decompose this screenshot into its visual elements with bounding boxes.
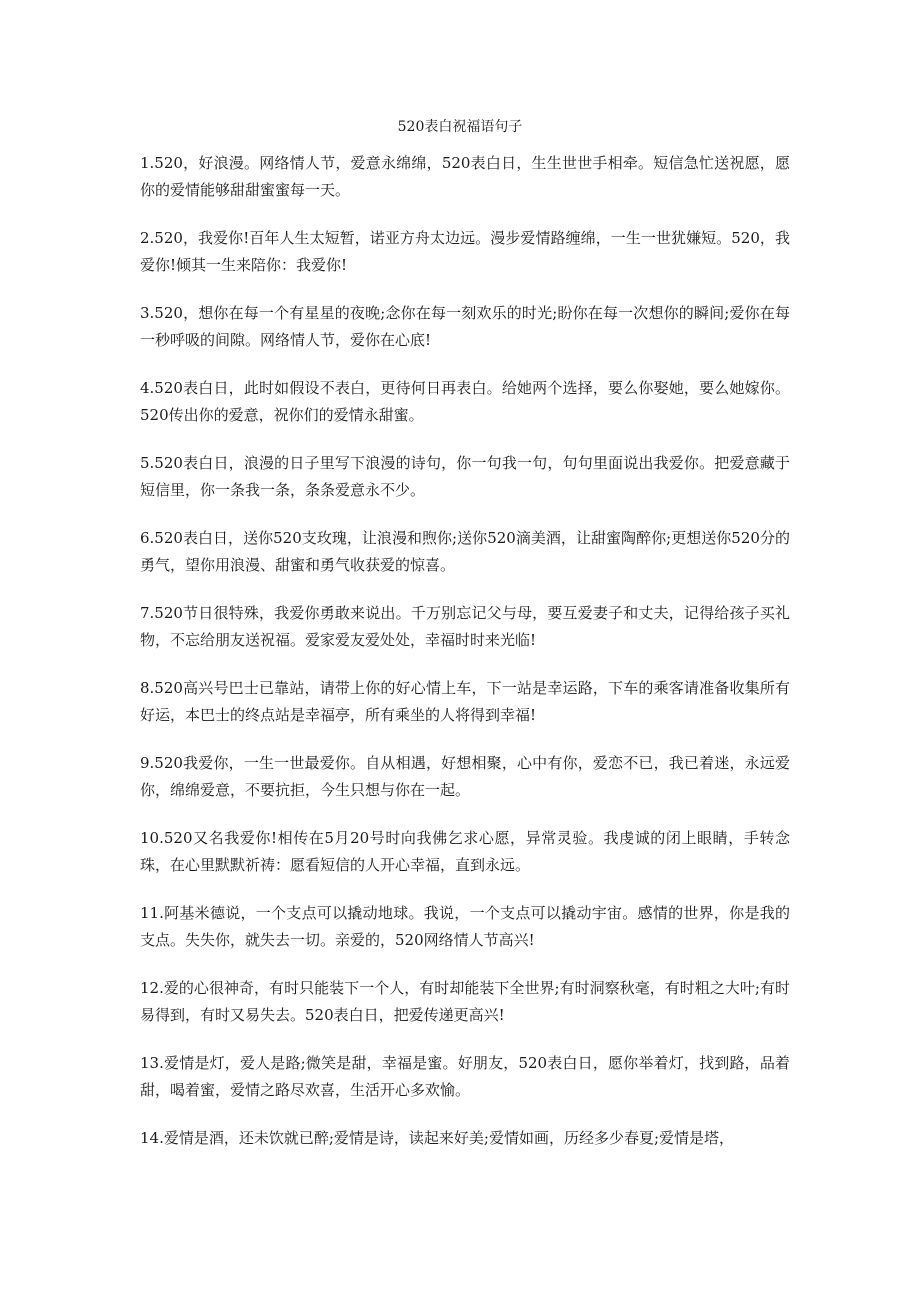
- paragraph: 1.520，好浪漫。网络情人节，爱意永绵绵，520表白日，生生世世手相牵。短信急忙送祝愿，愿你的爱情能够甜甜蜜蜜每一天。: [140, 154, 790, 199]
- document-title: 520表白祝福语句子: [397, 119, 523, 135]
- paragraph: 13.爱情是灯，爱人是路;微笑是甜，幸福是蜜。好朋友，520表白日，愿你举着灯，找到路，品着甜，喝着蜜，爱情之路尽欢喜，生活开心多欢愉。: [140, 1054, 790, 1099]
- paragraph: 11.阿基米德说，一个支点可以撬动地球。我说，一个支点可以撬动宇宙。感情的世界，你是我的支点。失失你，就失去一切。亲爱的，520网络情人节高兴!: [140, 904, 790, 949]
- paragraph: 7.520节日很特殊，我爱你勇敢来说出。千万别忘记父与母，要互爱妻子和丈夫，记得给孩子买礼物，不忘给朋友送祝福。爱家爱友爱处处，幸福时时来光临!: [140, 604, 790, 649]
- paragraph: 9.520我爱你，一生一世最爱你。自从相遇，好想相聚，心中有你，爱恋不已，我已着迷，永远爱你，绵绵爱意，不要抗拒，今生只想与你在一起。: [140, 754, 790, 799]
- paragraph: 10.520又名我爱你!相传在5月20号时向我佛乞求心愿，异常灵验。我虔诚的闭上眼睛，手转念珠，在心里默默祈祷：愿看短信的人开心幸福，直到永远。: [140, 829, 790, 874]
- paragraph: 3.520，想你在每一个有星星的夜晚;念你在每一刻欢乐的时光;盼你在每一次想你的瞬间;爱你在每一秒呼吸的间隙。网络情人节，爱你在心底!: [140, 304, 790, 349]
- paragraph: 4.520表白日，此时如假设不表白，更待何日再表白。给她两个选择，要么你娶她，要么她嫁你。520传出你的爱意，祝你们的爱情永甜蜜。: [140, 379, 790, 424]
- paragraph: 5.520表白日，浪漫的日子里写下浪漫的诗句，你一句我一句，句句里面说出我爱你。把爱意藏于短信里，你一条我一条，条条爱意永不少。: [140, 454, 790, 499]
- paragraph: 6.520表白日，送你520支玫瑰，让浪漫和煦你;送你520滴美酒，让甜蜜陶醉你;更想送你520分的勇气，望你用浪漫、甜蜜和勇气收获爱的惊喜。: [140, 529, 790, 574]
- paragraph: 8.520高兴号巴士已靠站，请带上你的好心情上车，下一站是幸运路，下车的乘客请准备收集所有好运，本巴士的终点站是幸福亭，所有乘坐的人将得到幸福!: [140, 679, 790, 724]
- paragraph: 14.爱情是酒，还未饮就已醉;爱情是诗，读起来好美;爱情如画，历经多少春夏;爱情是塔，: [140, 1129, 735, 1147]
- document-body: [140, 150, 790, 1173]
- paragraph: 2.520，我爱你!百年人生太短暂，诺亚方舟太边远。漫步爱情路缠绵，一生一世犹嫌短。520，我爱你!倾其一生来陪你：我爱你!: [140, 229, 790, 274]
- paragraph: 12.爱的心很神奇，有时只能装下一个人，有时却能装下全世界;有时洞察秋毫，有时粗之大叶;有时易得到，有时又易失去。520表白日，把爱传递更高兴!: [140, 979, 790, 1024]
